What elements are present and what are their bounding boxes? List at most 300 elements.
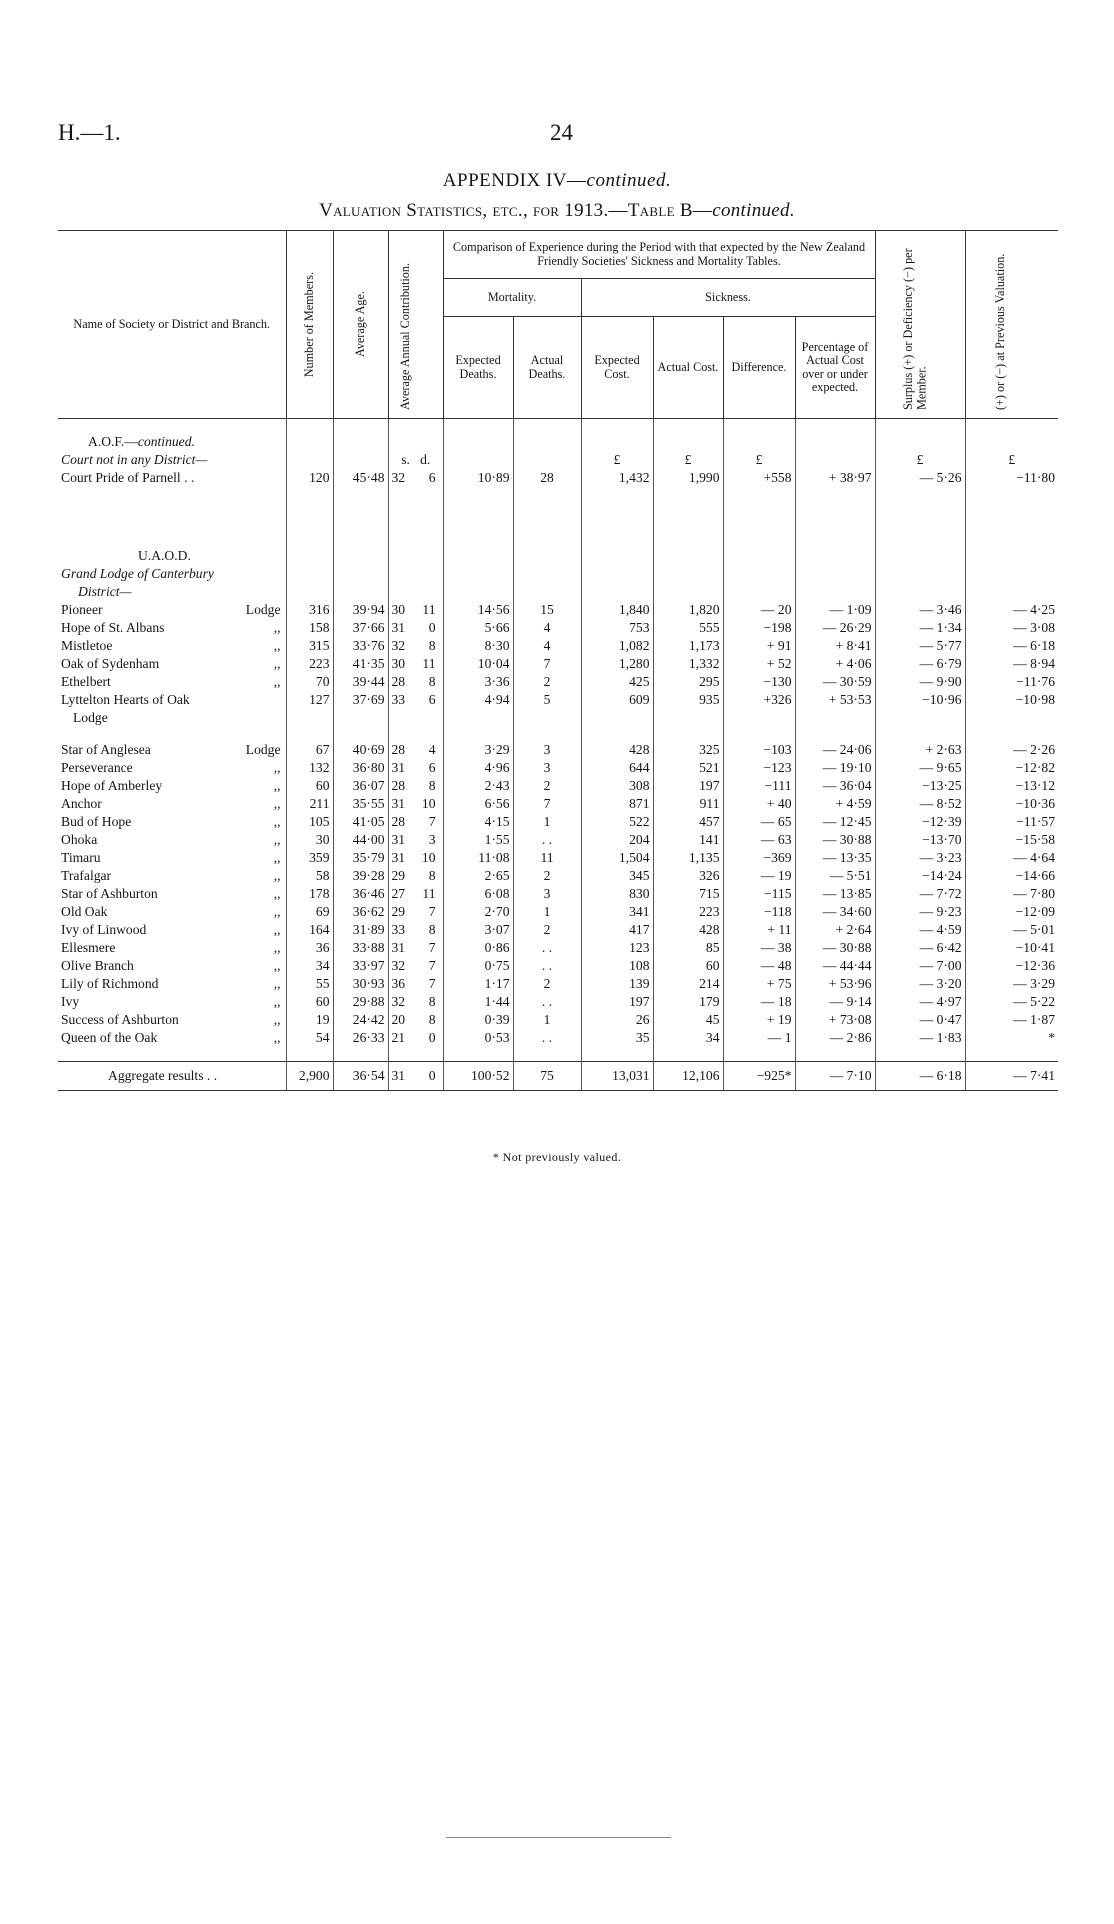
previous-valuation-cell: — 5·22 bbox=[965, 993, 1058, 1011]
percentage-cell: — 9·14 bbox=[795, 993, 875, 1011]
previous-valuation-cell: −10·98 bbox=[965, 691, 1058, 727]
expected-deaths-cell: 4·96 bbox=[443, 759, 513, 777]
previous-valuation-cell: −11·57 bbox=[965, 813, 1058, 831]
percentage-cell: — 44·44 bbox=[795, 957, 875, 975]
age-cell: 33·88 bbox=[333, 939, 388, 957]
members-cell: 132 bbox=[286, 759, 333, 777]
aggregate-row: Aggregate results . . 2,900 36·54 31 0 100·52 75 13,031 12,106 −925* — 7·10 — 6·18 — 7·41 bbox=[58, 1062, 1058, 1091]
age-cell: 40·69 bbox=[333, 741, 388, 759]
contribution-cell: 31 0 bbox=[388, 619, 443, 637]
difference-cell: — 19 bbox=[723, 867, 795, 885]
expected-deaths-cell: 2·65 bbox=[443, 867, 513, 885]
age-cell: 33·97 bbox=[333, 957, 388, 975]
page-number: 24 bbox=[550, 120, 573, 145]
expected-deaths-cell: 10·04 bbox=[443, 655, 513, 673]
actual-cost-cell: 1,135 bbox=[653, 849, 723, 867]
lodge-name: Old Oak ,, bbox=[61, 904, 281, 919]
age-cell: 33·76 bbox=[333, 637, 388, 655]
lodge-name: Mistletoe ,, bbox=[61, 638, 281, 653]
header-name: Name of Society or District and Branch. bbox=[58, 231, 286, 419]
lodge-name: Pioneer Lodge bbox=[61, 602, 281, 617]
header-sickness: Sickness. bbox=[581, 279, 875, 317]
expected-cost-cell: 108 bbox=[581, 957, 653, 975]
lodge-name: Success of Ashburton ,, bbox=[61, 1012, 281, 1027]
age-cell: 36·07 bbox=[333, 777, 388, 795]
expected-cost-cell: 522 bbox=[581, 813, 653, 831]
expected-cost-cell: 417 bbox=[581, 921, 653, 939]
actual-cost-cell: 555 bbox=[653, 619, 723, 637]
expected-cost-cell: 609 bbox=[581, 691, 653, 727]
expected-cost-cell: 1,280 bbox=[581, 655, 653, 673]
table-row bbox=[58, 903, 1058, 921]
members-cell: 315 bbox=[286, 637, 333, 655]
members-cell: 70 bbox=[286, 673, 333, 691]
percentage-cell: + 73·08 bbox=[795, 1011, 875, 1029]
table-row bbox=[58, 673, 1058, 691]
expected-deaths-cell: 8·30 bbox=[443, 637, 513, 655]
surplus-cell: −13·70 bbox=[875, 831, 965, 849]
contribution-cell: 28 8 bbox=[388, 777, 443, 795]
percentage-cell: — 5·51 bbox=[795, 867, 875, 885]
page-header-reference: H.—1. bbox=[58, 120, 121, 145]
uaod-society-row: U.A.O.D. bbox=[58, 547, 1058, 565]
actual-cost-cell: 911 bbox=[653, 795, 723, 813]
surplus-cell: — 1·83 bbox=[875, 1029, 965, 1047]
surplus-cell: — 6·79 bbox=[875, 655, 965, 673]
table-row bbox=[58, 741, 1058, 759]
difference-cell: −118 bbox=[723, 903, 795, 921]
lodge-name: Star of Ashburton ,, bbox=[61, 886, 281, 901]
previous-valuation-cell: −15·58 bbox=[965, 831, 1058, 849]
difference-cell: + 91 bbox=[723, 637, 795, 655]
table-row bbox=[58, 975, 1058, 993]
lodge-name: Queen of the Oak ,, bbox=[61, 1030, 281, 1045]
actual-deaths-cell: . . bbox=[513, 957, 581, 975]
surplus-cell: — 9·65 bbox=[875, 759, 965, 777]
lodge-name: Ethelbert ,, bbox=[61, 674, 281, 689]
actual-deaths-cell: . . bbox=[513, 831, 581, 849]
contribution-cell: 32 8 bbox=[388, 637, 443, 655]
lodge-name: Olive Branch ,, bbox=[61, 958, 281, 973]
surplus-cell: — 3·23 bbox=[875, 849, 965, 867]
surplus-cell: −13·25 bbox=[875, 777, 965, 795]
percentage-cell: — 12·45 bbox=[795, 813, 875, 831]
actual-cost-cell: 326 bbox=[653, 867, 723, 885]
surplus-cell: — 7·72 bbox=[875, 885, 965, 903]
closing-rule bbox=[446, 1837, 671, 1838]
actual-cost-cell: 715 bbox=[653, 885, 723, 903]
actual-cost-cell: 1,332 bbox=[653, 655, 723, 673]
expected-deaths-cell: 0·75 bbox=[443, 957, 513, 975]
percentage-cell: — 34·60 bbox=[795, 903, 875, 921]
actual-cost-cell: 141 bbox=[653, 831, 723, 849]
actual-cost-cell: 197 bbox=[653, 777, 723, 795]
previous-valuation-cell: −13·12 bbox=[965, 777, 1058, 795]
surplus-cell: — 7·00 bbox=[875, 957, 965, 975]
age-cell: 35·79 bbox=[333, 849, 388, 867]
actual-deaths-cell: 4 bbox=[513, 619, 581, 637]
contribution-cell: 30 11 bbox=[388, 655, 443, 673]
header-percentage: Percentage of Actual Cost over or under expected. bbox=[795, 317, 875, 419]
lodge-name: Hope of St. Albans ,, bbox=[61, 620, 281, 635]
contribution-cell: 28 4 bbox=[388, 741, 443, 759]
expected-cost-cell: 341 bbox=[581, 903, 653, 921]
previous-valuation-cell: — 4·64 bbox=[965, 849, 1058, 867]
members-cell: 54 bbox=[286, 1029, 333, 1047]
age-cell: 39·94 bbox=[333, 601, 388, 619]
lodge-name: Ivy of Linwood ,, bbox=[61, 922, 281, 937]
previous-valuation-cell: — 2·26 bbox=[965, 741, 1058, 759]
expected-cost-cell: 204 bbox=[581, 831, 653, 849]
difference-cell: −130 bbox=[723, 673, 795, 691]
expected-deaths-cell: 0·86 bbox=[443, 939, 513, 957]
previous-valuation-cell: −11·76 bbox=[965, 673, 1058, 691]
expected-deaths-cell: 14·56 bbox=[443, 601, 513, 619]
unit-pound: £ bbox=[581, 451, 653, 469]
table-row bbox=[58, 601, 1058, 619]
expected-deaths-cell: 6·08 bbox=[443, 885, 513, 903]
members-cell: 316 bbox=[286, 601, 333, 619]
header-surplus-member: Surplus (+) or Deficiency (−) per Member. bbox=[875, 231, 965, 419]
actual-cost-cell: 325 bbox=[653, 741, 723, 759]
lodge-name: Bud of Hope ,, bbox=[61, 814, 281, 829]
age-cell: 36·46 bbox=[333, 885, 388, 903]
percentage-cell: + 4·06 bbox=[795, 655, 875, 673]
lodge-name: Anchor ,, bbox=[61, 796, 281, 811]
actual-cost-cell: 428 bbox=[653, 921, 723, 939]
contribution-cell: 32 7 bbox=[388, 957, 443, 975]
expected-cost-cell: 197 bbox=[581, 993, 653, 1011]
table-row bbox=[58, 831, 1058, 849]
surplus-cell: — 9·90 bbox=[875, 673, 965, 691]
header-difference: Difference. bbox=[723, 317, 795, 419]
members-cell: 105 bbox=[286, 813, 333, 831]
header-comparison: Comparison of Experience during the Period with that expected by the New Zealand Friendly Societies' Sickness and Mortality Tables. bbox=[443, 231, 875, 279]
actual-deaths-cell: 2 bbox=[513, 777, 581, 795]
expected-cost-cell: 308 bbox=[581, 777, 653, 795]
members-cell: 69 bbox=[286, 903, 333, 921]
difference-cell: — 20 bbox=[723, 601, 795, 619]
previous-valuation-cell: −14·66 bbox=[965, 867, 1058, 885]
previous-valuation-cell: — 6·18 bbox=[965, 637, 1058, 655]
difference-cell: — 48 bbox=[723, 957, 795, 975]
lodge-name: Lily of Richmond ,, bbox=[61, 976, 281, 991]
header-mortality: Mortality. bbox=[443, 279, 581, 317]
percentage-cell: — 19·10 bbox=[795, 759, 875, 777]
actual-deaths-cell: . . bbox=[513, 939, 581, 957]
previous-valuation-cell: — 1·87 bbox=[965, 1011, 1058, 1029]
lodge-name: Hope of Amberley ,, bbox=[61, 778, 281, 793]
actual-deaths-cell: 7 bbox=[513, 795, 581, 813]
surplus-cell: + 2·63 bbox=[875, 741, 965, 759]
difference-cell: −198 bbox=[723, 619, 795, 637]
contribution-cell: 31 10 bbox=[388, 849, 443, 867]
contribution-cell: 31 6 bbox=[388, 759, 443, 777]
lodge-name: Trafalgar ,, bbox=[61, 868, 281, 883]
previous-valuation-cell: −12·36 bbox=[965, 957, 1058, 975]
members-cell: 19 bbox=[286, 1011, 333, 1029]
percentage-cell: — 36·04 bbox=[795, 777, 875, 795]
table-subtitle: Valuation Statistics, etc., for 1913.—Table B—continued. bbox=[319, 200, 795, 221]
lodge-name: Oak of Sydenham ,, bbox=[61, 656, 281, 671]
contribution-cell: 28 8 bbox=[388, 673, 443, 691]
percentage-cell: — 24·06 bbox=[795, 741, 875, 759]
actual-cost-cell: 1,173 bbox=[653, 637, 723, 655]
actual-deaths-cell: 2 bbox=[513, 921, 581, 939]
unit-pound: £ bbox=[875, 451, 965, 469]
table-row bbox=[58, 939, 1058, 957]
age-cell: 30·93 bbox=[333, 975, 388, 993]
actual-deaths-cell: 2 bbox=[513, 867, 581, 885]
difference-cell: −115 bbox=[723, 885, 795, 903]
contribution-cell: 21 0 bbox=[388, 1029, 443, 1047]
footnote: * Not previously valued. bbox=[492, 1150, 622, 1164]
age-cell: 26·33 bbox=[333, 1029, 388, 1047]
contribution-cell: 32 8 bbox=[388, 993, 443, 1011]
previous-valuation-cell: — 7·80 bbox=[965, 885, 1058, 903]
percentage-cell: — 2·86 bbox=[795, 1029, 875, 1047]
unit-pound: £ bbox=[723, 451, 795, 469]
difference-cell: + 52 bbox=[723, 655, 795, 673]
previous-valuation-cell: — 4·25 bbox=[965, 601, 1058, 619]
contribution-cell: 30 11 bbox=[388, 601, 443, 619]
actual-cost-cell: 1,820 bbox=[653, 601, 723, 619]
members-cell: 158 bbox=[286, 619, 333, 637]
surplus-cell: — 5·77 bbox=[875, 637, 965, 655]
surplus-cell: — 3·46 bbox=[875, 601, 965, 619]
members-cell: 211 bbox=[286, 795, 333, 813]
percentage-cell: — 26·29 bbox=[795, 619, 875, 637]
expected-cost-cell: 644 bbox=[581, 759, 653, 777]
contribution-cell: 28 7 bbox=[388, 813, 443, 831]
valuation-statistics-table bbox=[58, 230, 1058, 1091]
actual-deaths-cell: 1 bbox=[513, 903, 581, 921]
members-cell: 359 bbox=[286, 849, 333, 867]
table-row bbox=[58, 849, 1058, 867]
expected-cost-cell: 1,082 bbox=[581, 637, 653, 655]
expected-deaths-cell: 6·56 bbox=[443, 795, 513, 813]
members-cell: 60 bbox=[286, 777, 333, 795]
age-cell: 41·35 bbox=[333, 655, 388, 673]
expected-deaths-cell: 4·94 bbox=[443, 691, 513, 727]
difference-cell: +326 bbox=[723, 691, 795, 727]
percentage-cell: — 30·88 bbox=[795, 939, 875, 957]
age-cell: 37·66 bbox=[333, 619, 388, 637]
header-actual-cost: Actual Cost. bbox=[653, 317, 723, 419]
actual-deaths-cell: 4 bbox=[513, 637, 581, 655]
expected-deaths-cell: 11·08 bbox=[443, 849, 513, 867]
actual-deaths-cell: 3 bbox=[513, 885, 581, 903]
actual-deaths-cell: 3 bbox=[513, 741, 581, 759]
surplus-cell: — 6·42 bbox=[875, 939, 965, 957]
table-row bbox=[58, 921, 1058, 939]
unit-pound: £ bbox=[653, 451, 723, 469]
previous-valuation-cell: −10·36 bbox=[965, 795, 1058, 813]
surplus-cell: — 4·59 bbox=[875, 921, 965, 939]
aof-district-row: Court not in any District— s. d. £ £ £ £ £ bbox=[58, 451, 1058, 469]
members-cell: 36 bbox=[286, 939, 333, 957]
header-members: Number of Members. bbox=[286, 231, 333, 419]
difference-cell: — 63 bbox=[723, 831, 795, 849]
members-cell: 34 bbox=[286, 957, 333, 975]
previous-valuation-cell: −12·09 bbox=[965, 903, 1058, 921]
expected-deaths-cell: 4·15 bbox=[443, 813, 513, 831]
header-expected-deaths: Expected Deaths. bbox=[443, 317, 513, 419]
header-age: Average Age. bbox=[333, 231, 388, 419]
surplus-cell: −10·96 bbox=[875, 691, 965, 727]
actual-deaths-cell: 1 bbox=[513, 1011, 581, 1029]
surplus-cell: — 3·20 bbox=[875, 975, 965, 993]
expected-deaths-cell: 3·29 bbox=[443, 741, 513, 759]
surplus-cell: — 8·52 bbox=[875, 795, 965, 813]
difference-cell: + 40 bbox=[723, 795, 795, 813]
actual-cost-cell: 214 bbox=[653, 975, 723, 993]
unit-pound: £ bbox=[965, 451, 1058, 469]
previous-valuation-cell: * bbox=[965, 1029, 1058, 1047]
actual-deaths-cell: 15 bbox=[513, 601, 581, 619]
expected-cost-cell: 123 bbox=[581, 939, 653, 957]
difference-cell: −369 bbox=[723, 849, 795, 867]
members-cell: 55 bbox=[286, 975, 333, 993]
table-row bbox=[58, 691, 1058, 727]
members-cell: 60 bbox=[286, 993, 333, 1011]
lodge-name: Timaru ,, bbox=[61, 850, 281, 865]
lodge-name: Star of Anglesea Lodge bbox=[61, 742, 281, 757]
contribution-cell: 31 10 bbox=[388, 795, 443, 813]
age-cell: 39·44 bbox=[333, 673, 388, 691]
actual-cost-cell: 45 bbox=[653, 1011, 723, 1029]
actual-cost-cell: 935 bbox=[653, 691, 723, 727]
header-previous-valuation: (+) or (−) at Previous Valuation. bbox=[965, 231, 1058, 419]
members-cell: 127 bbox=[286, 691, 333, 727]
expected-deaths-cell: 3·36 bbox=[443, 673, 513, 691]
actual-cost-cell: 34 bbox=[653, 1029, 723, 1047]
actual-cost-cell: 457 bbox=[653, 813, 723, 831]
difference-cell: — 38 bbox=[723, 939, 795, 957]
contribution-cell: 31 7 bbox=[388, 939, 443, 957]
expected-cost-cell: 35 bbox=[581, 1029, 653, 1047]
percentage-cell: — 13·35 bbox=[795, 849, 875, 867]
header-actual-deaths: Actual Deaths. bbox=[513, 317, 581, 419]
previous-valuation-cell: — 3·08 bbox=[965, 619, 1058, 637]
table-row bbox=[58, 867, 1058, 885]
actual-deaths-cell: 1 bbox=[513, 813, 581, 831]
age-cell: 31·89 bbox=[333, 921, 388, 939]
actual-deaths-cell: . . bbox=[513, 1029, 581, 1047]
header-contribution: Average Annual Contribution. bbox=[388, 231, 443, 419]
percentage-cell: + 8·41 bbox=[795, 637, 875, 655]
lodge-name: Lyttelton Hearts of Oak Lodge bbox=[61, 692, 190, 725]
previous-valuation-cell: −12·82 bbox=[965, 759, 1058, 777]
percentage-cell: — 30·88 bbox=[795, 831, 875, 849]
table-row bbox=[58, 1029, 1058, 1047]
expected-deaths-cell: 1·17 bbox=[443, 975, 513, 993]
surplus-cell: −14·24 bbox=[875, 867, 965, 885]
expected-deaths-cell: 5·66 bbox=[443, 619, 513, 637]
lodge-name: Ohoka ,, bbox=[61, 832, 281, 847]
table-row bbox=[58, 637, 1058, 655]
contribution-cell: 29 8 bbox=[388, 867, 443, 885]
previous-valuation-cell: — 5·01 bbox=[965, 921, 1058, 939]
percentage-cell: — 13·85 bbox=[795, 885, 875, 903]
surplus-cell: — 9·23 bbox=[875, 903, 965, 921]
actual-cost-cell: 521 bbox=[653, 759, 723, 777]
surplus-cell: −12·39 bbox=[875, 813, 965, 831]
members-cell: 178 bbox=[286, 885, 333, 903]
expected-deaths-cell: 2·70 bbox=[443, 903, 513, 921]
members-cell: 164 bbox=[286, 921, 333, 939]
percentage-cell: — 1·09 bbox=[795, 601, 875, 619]
expected-deaths-cell: 0·39 bbox=[443, 1011, 513, 1029]
expected-deaths-cell: 3·07 bbox=[443, 921, 513, 939]
actual-cost-cell: 223 bbox=[653, 903, 723, 921]
age-cell: 29·88 bbox=[333, 993, 388, 1011]
percentage-cell: + 4·59 bbox=[795, 795, 875, 813]
appendix-title: APPENDIX IV—continued. bbox=[442, 170, 672, 191]
table-row bbox=[58, 1011, 1058, 1029]
expected-deaths-cell: 1·55 bbox=[443, 831, 513, 849]
table-row bbox=[58, 957, 1058, 975]
previous-valuation-cell: — 3·29 bbox=[965, 975, 1058, 993]
lodge-name: Ellesmere ,, bbox=[61, 940, 281, 955]
difference-cell: + 19 bbox=[723, 1011, 795, 1029]
expected-cost-cell: 345 bbox=[581, 867, 653, 885]
table-row bbox=[58, 795, 1058, 813]
table-row bbox=[58, 655, 1058, 673]
contribution-cell: 29 7 bbox=[388, 903, 443, 921]
expected-cost-cell: 428 bbox=[581, 741, 653, 759]
expected-cost-cell: 425 bbox=[581, 673, 653, 691]
age-cell: 35·55 bbox=[333, 795, 388, 813]
difference-cell: −111 bbox=[723, 777, 795, 795]
difference-cell: — 18 bbox=[723, 993, 795, 1011]
contribution-cell: 33 8 bbox=[388, 921, 443, 939]
actual-deaths-cell: 3 bbox=[513, 759, 581, 777]
actual-cost-cell: 60 bbox=[653, 957, 723, 975]
members-cell: 30 bbox=[286, 831, 333, 849]
expected-cost-cell: 830 bbox=[581, 885, 653, 903]
members-cell: 223 bbox=[286, 655, 333, 673]
actual-deaths-cell: 2 bbox=[513, 673, 581, 691]
actual-cost-cell: 295 bbox=[653, 673, 723, 691]
surplus-cell: — 4·97 bbox=[875, 993, 965, 1011]
lodge-name: Ivy ,, bbox=[61, 994, 281, 1009]
expected-cost-cell: 1,840 bbox=[581, 601, 653, 619]
header-expected-cost: Expected Cost. bbox=[581, 317, 653, 419]
unit-shillings-pence: s. d. bbox=[388, 451, 443, 469]
aof-society-row: A.O.F.—continued. bbox=[58, 433, 1058, 451]
expected-cost-cell: 1,504 bbox=[581, 849, 653, 867]
actual-deaths-cell: 2 bbox=[513, 975, 581, 993]
actual-deaths-cell: 7 bbox=[513, 655, 581, 673]
expected-cost-cell: 753 bbox=[581, 619, 653, 637]
contribution-cell: 27 11 bbox=[388, 885, 443, 903]
actual-cost-cell: 179 bbox=[653, 993, 723, 1011]
expected-cost-cell: 139 bbox=[581, 975, 653, 993]
percentage-cell: — 30·59 bbox=[795, 673, 875, 691]
difference-cell: + 11 bbox=[723, 921, 795, 939]
table-row bbox=[58, 813, 1058, 831]
age-cell: 37·69 bbox=[333, 691, 388, 727]
table-row bbox=[58, 777, 1058, 795]
previous-valuation-cell: — 8·94 bbox=[965, 655, 1058, 673]
actual-deaths-cell: 5 bbox=[513, 691, 581, 727]
actual-cost-cell: 85 bbox=[653, 939, 723, 957]
difference-cell: −123 bbox=[723, 759, 795, 777]
table-row: Court Pride of Parnell . . 120 45·48 32 6 10·89 28 1,432 1,990 +558 + 38·97 — 5·26 −11·80 bbox=[58, 469, 1058, 487]
surplus-cell: — 1·34 bbox=[875, 619, 965, 637]
age-cell: 39·28 bbox=[333, 867, 388, 885]
